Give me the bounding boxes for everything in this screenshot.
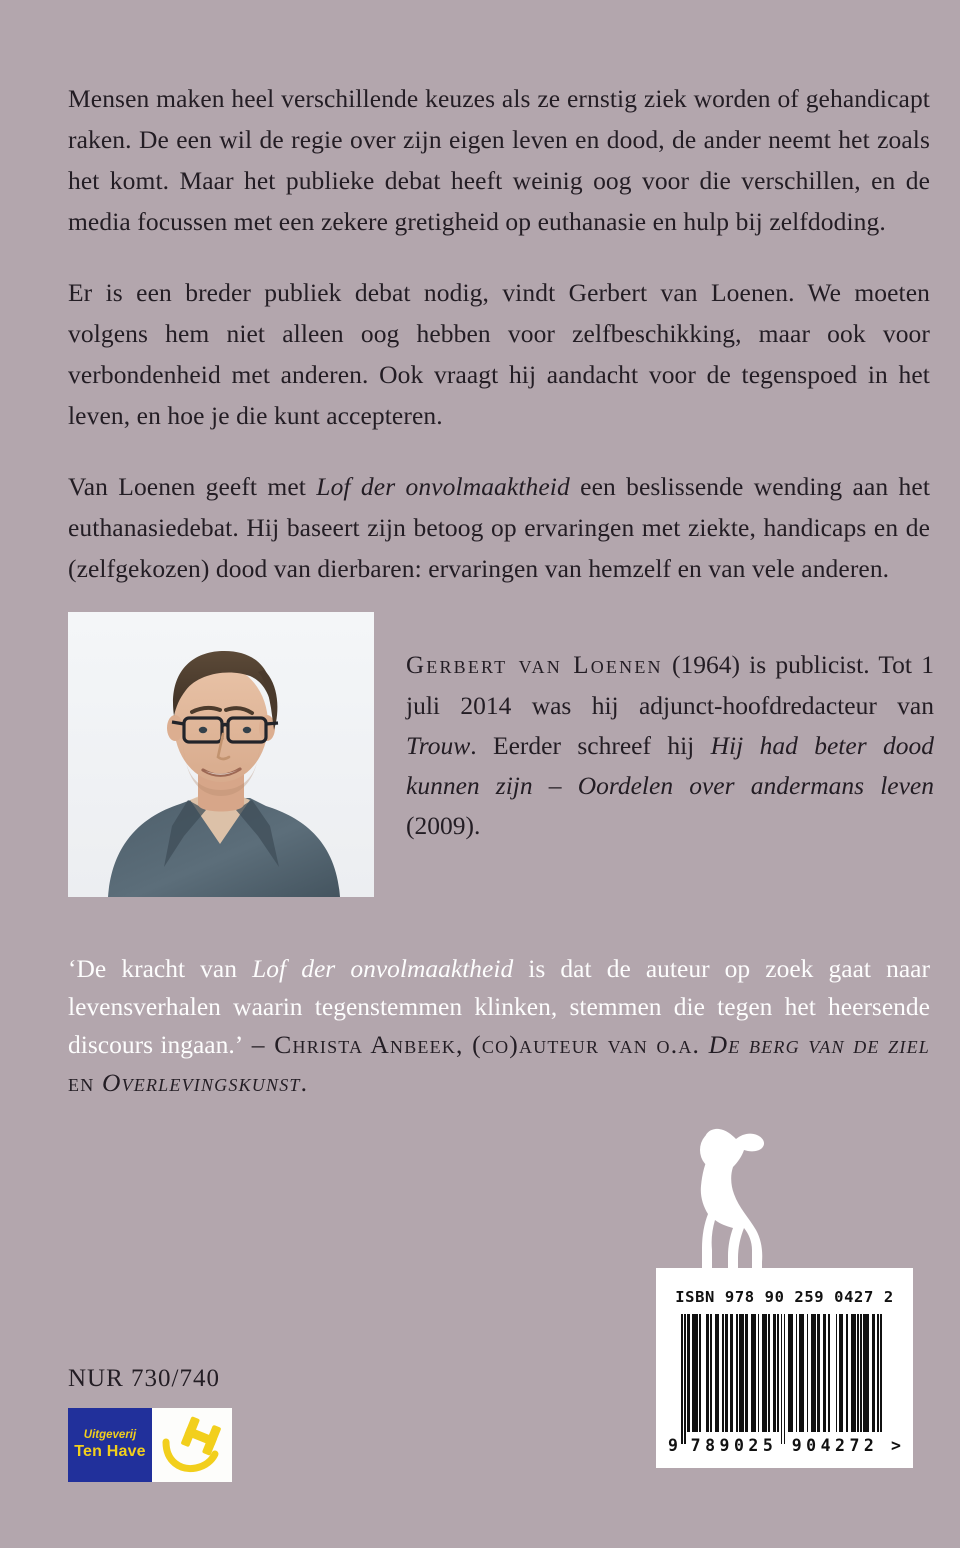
quote-attribution-conj: en	[68, 1068, 102, 1097]
blurb-paragraph-2: Er is een breder publiek debat nodig, vindt Gerbert van Loenen. We moeten volgens hem niet alleen oog hebben voor zelfbeschikking, maar ook voor verbondenheid met anderen. Ook vraagt hij aandacht voor de tegenspoed in het leven, en hoe je die kunt accepteren.	[68, 278, 930, 430]
blurb-p3-after: een beslissende wending aan het euthanasiedebat. Hij baseert zijn betoog op ervaringen met ziekte, handicaps en de (zelfgekozen) dood van dierbaren: ervaringen van hemzelf en van vele anderen.	[68, 472, 931, 583]
barcode-digits	[656, 1436, 913, 1455]
newspaper-name: Trouw	[406, 731, 471, 760]
ten-have-hammer-icon	[152, 1408, 232, 1482]
author-bio-part3: (2009).	[406, 811, 481, 840]
barcode-digit-main: 789025 904272	[690, 1436, 879, 1455]
author-photo	[68, 612, 374, 897]
quote-body: is dat de auteur op zoek gaat naar levensverhalen waarin tegenstemmen klinken, stemmen die tegen het heersende discours ingaan.’	[68, 954, 930, 1059]
quote-ref-title-2: Overlevingskunst	[101, 1068, 301, 1097]
isbn-label: ISBN 978 90 259 0427 2	[675, 1288, 894, 1306]
publisher-line-2: Ten Have	[74, 1443, 146, 1460]
publisher-logo	[68, 1408, 232, 1482]
lamb-silhouette-icon	[676, 1120, 806, 1285]
quote-open: ‘De kracht van	[68, 954, 253, 983]
blurb-paragraph-3	[68, 466, 930, 589]
blurb-p3-before: Van Loenen geeft met	[68, 472, 317, 501]
quote-dash: –	[243, 1030, 275, 1059]
author-bio-part2: . Eerder schreef hij	[470, 731, 711, 760]
blurb-paragraph-1: Mensen maken heel verschillende keuzes als ze ernstig ziek worden of gehandicapt raken. De een wil de regie over zijn eigen leven en dood, de ander neemt het zoals het komt. Maar het publieke debat heeft weinig oog voor die verschillen, en de media focussen met een zekere gretigheid op euthanasie en hulp bij zelfdoding.	[68, 84, 930, 236]
pull-quote	[68, 950, 930, 1102]
author-name: Gerbert van Loenen	[406, 652, 663, 679]
quote-attribution-role: , (co)auteur van o.a.	[456, 1030, 709, 1059]
blurb-text	[68, 78, 930, 589]
barcode	[656, 1268, 913, 1468]
nur-code: NUR 730/740	[68, 1365, 220, 1392]
quote-attribution-name: Christa Anbeek	[274, 1030, 457, 1059]
publisher-line-1: Uitgeverij	[83, 1429, 137, 1441]
author-bio-part1: (1964) is publicist. Tot 1 juli 2014 was hij adjunct-hoofdredacteur van	[406, 650, 935, 720]
quote-attribution-end: .	[300, 1068, 309, 1097]
barcode-digit-right: >	[891, 1436, 901, 1455]
barcode-digit-left: 9	[668, 1436, 678, 1455]
publisher-name-block	[68, 1408, 152, 1482]
quote-book-title: Lof der onvolmaaktheid	[252, 954, 514, 983]
previous-book-title: Hij had beter dood kunnen zijn – Oordelen over andermans leven	[406, 731, 935, 800]
book-title-inline: Lof der onvolmaaktheid	[316, 472, 570, 501]
quote-ref-title-1: De berg van de ziel	[708, 1030, 930, 1059]
author-bio	[406, 645, 934, 846]
barcode-bars	[681, 1314, 889, 1432]
